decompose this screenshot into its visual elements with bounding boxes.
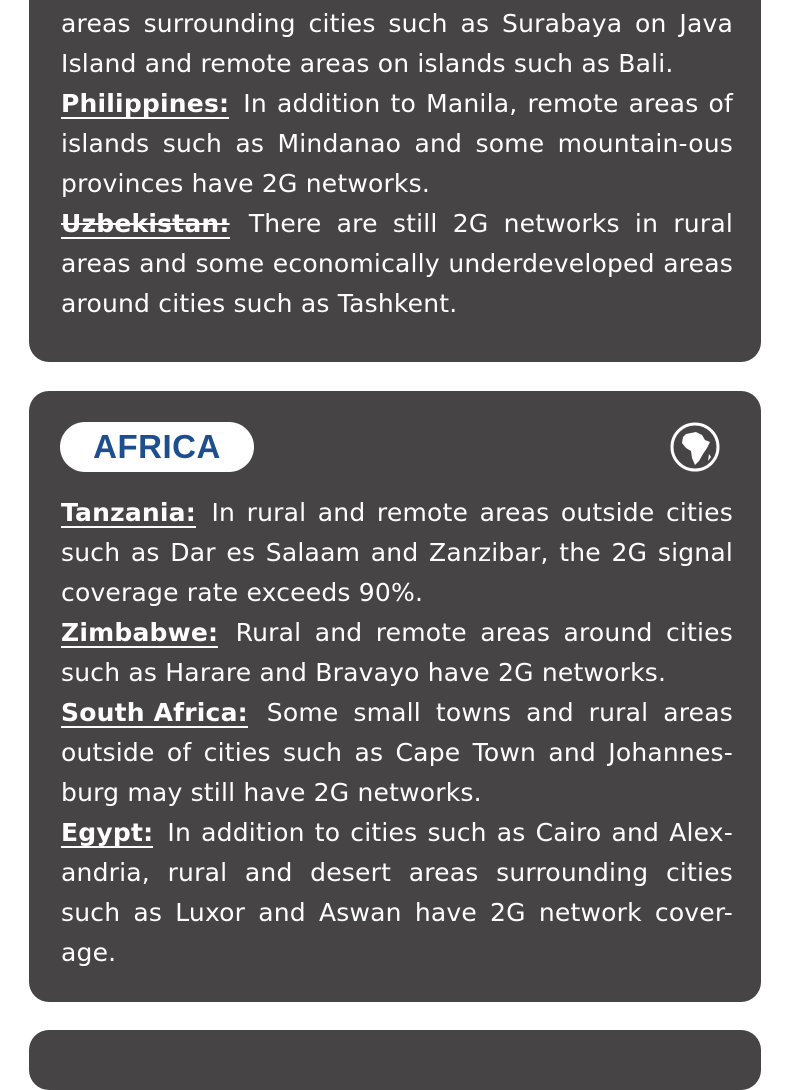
- philippines-paragraph: [61, 84, 733, 204]
- philippines-text: In addition to Manila, remote areas of islands such as Mindanao and some mountain-ous provinces have 2G networks.: [61, 89, 733, 198]
- zimbabwe-text: Rural and remote areas around cities such as Harare and Bravayo have 2G networks.: [61, 618, 733, 687]
- africa-region-text: [61, 493, 733, 973]
- africa-region-card: [29, 391, 761, 1002]
- zimbabwe-paragraph: [61, 613, 733, 693]
- indonesia-paragraph: [61, 0, 733, 84]
- country-name-egypt: Egypt:: [61, 818, 154, 847]
- country-name-zimbabwe: Zimbabwe:: [61, 618, 219, 647]
- africa-globe-icon: [669, 421, 721, 473]
- next-region-card: [29, 1030, 761, 1090]
- south-africa-text: Some small towns and rural areas outside of cities such as Cape Town and Johannes-burg may still have 2G networks.: [61, 698, 733, 807]
- country-name-uzbekistan: Uzbekistan:: [61, 209, 230, 238]
- indonesia-text: areas surrounding cities such as Surabaya on Java Island and remote areas on islands such as Bali.: [61, 9, 733, 78]
- uzbekistan-paragraph: [61, 204, 733, 324]
- south-africa-paragraph: [61, 693, 733, 813]
- asia-region-card: [29, 0, 761, 362]
- asia-region-text: [61, 0, 733, 324]
- country-name-tanzania: Tanzania:: [61, 498, 196, 527]
- uzbekistan-text: There are still 2G networks in rural areas and some economically underdeveloped areas around cities such as Tashkent.: [61, 209, 733, 318]
- tanzania-paragraph: [61, 493, 733, 613]
- country-name-south-africa: South Africa:: [61, 698, 248, 727]
- egypt-paragraph: [61, 813, 733, 973]
- tanzania-text: In rural and remote areas outside cities such as Dar es Salaam and Zanzibar, the 2G signal coverage rate exceeds 90%.: [61, 498, 733, 607]
- region-label-pill: AFRICA: [60, 422, 254, 472]
- egypt-text: In addition to cities such as Cairo and Alex-andria, rural and desert areas surrounding cities such as Luxor and Aswan have 2G network cover-age.: [61, 818, 733, 967]
- country-name-philippines: Philippines:: [61, 89, 230, 118]
